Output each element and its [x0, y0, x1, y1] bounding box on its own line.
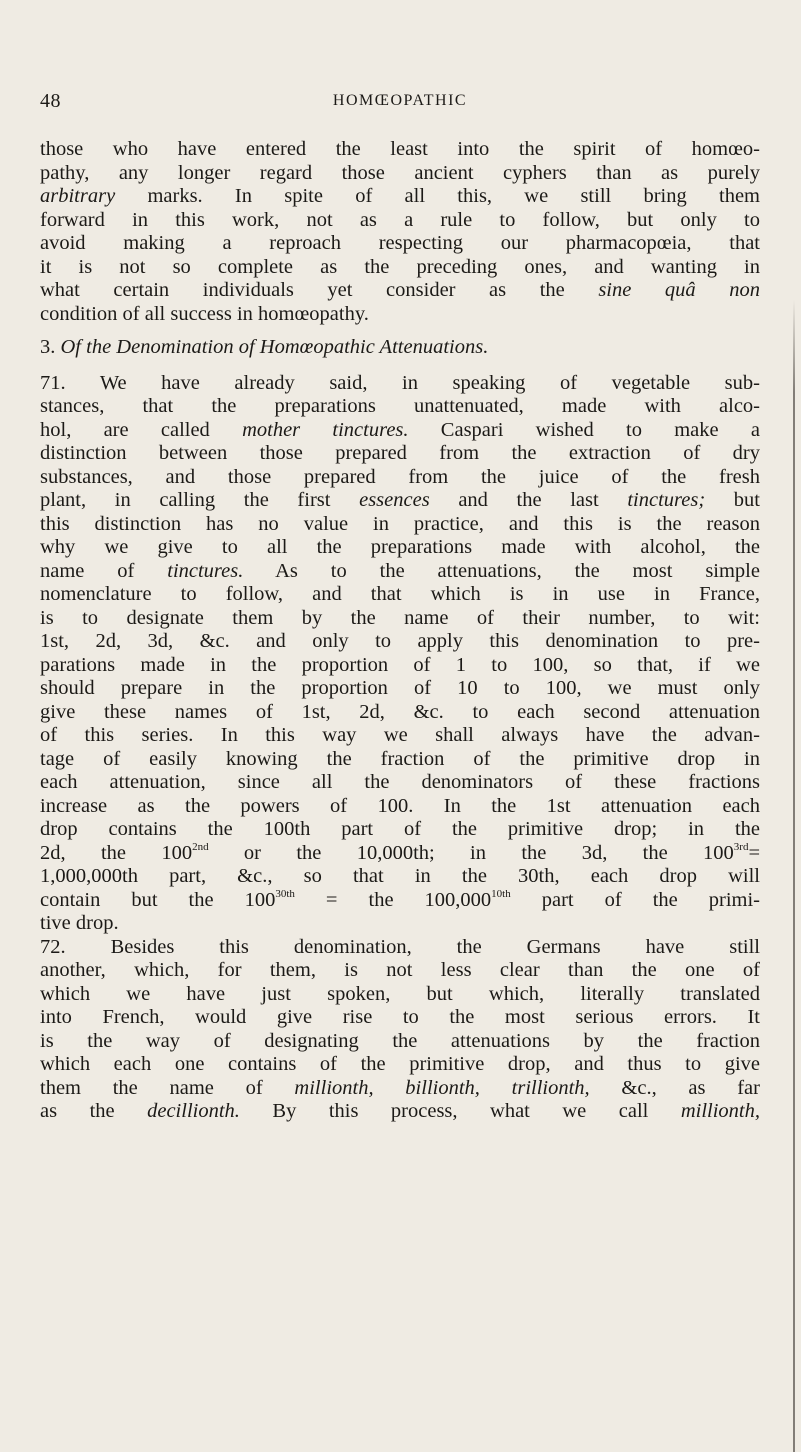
italic-term: arbitrary: [40, 185, 116, 207]
text-line: into French, would give rise to the most serious errors. It: [40, 1006, 760, 1028]
text-line: this distinction has no value in practice, and this is the reason: [40, 512, 760, 535]
text-line: substances, and those prepared from the juice of the fresh: [40, 465, 760, 488]
text-line: another, which, for them, is not less clear than the one of: [40, 959, 760, 981]
text-line: avoid making a reproach respecting our pharmacopœia, that: [40, 232, 760, 254]
text-line: 1,000,000th part, &c., so that in the 30th, each drop will: [40, 865, 760, 887]
text-line: name of tinctures. As to the attenuations, the most simple: [40, 559, 760, 582]
paragraph-72: [40, 936, 760, 1124]
text-line: them the name of millionth, billionth, trillionth, &c., as far: [40, 1076, 760, 1099]
section-title: Of the Denomination of Homœopathic Attenuations.: [60, 336, 489, 358]
text-line: 2d, the $100^{2nd}$ or the 10,000th; in the 3d, the $100^{3rd}=$: [40, 840, 761, 864]
section-number: 3.: [40, 336, 56, 358]
text-line: increase as the powers of 100. In the 1st attenuation each: [40, 794, 760, 817]
text-line: 72. Besides this denomination, the Germans have still: [40, 935, 760, 958]
superscript: 30th: [275, 887, 295, 900]
superscript: 3rd: [733, 840, 749, 853]
paragraph-71: [40, 372, 760, 936]
text-line: forward in this work, not as a rule to follow, but only to: [40, 208, 760, 231]
text-line: hol, are called mother tinctures. Caspari wished to make a: [40, 418, 760, 441]
text-line: drop contains the 100th part of the primitive drop; in the: [40, 818, 760, 840]
text-line: tage of easily knowing the fraction of the primitive drop in: [40, 747, 760, 770]
text-line: what certain individuals yet consider as the sine quâ non: [40, 279, 760, 301]
superscript: 10th: [491, 887, 511, 900]
text-line: why we give to all the preparations made with alcohol, the: [40, 536, 760, 558]
text-line: those who have entered the least into the spirit of homœo-: [40, 138, 760, 160]
superscript: 2nd: [192, 840, 209, 853]
paragraph-continuation: [40, 138, 760, 326]
text-line: stances, that the preparations unattenuated, made with alco-: [40, 395, 760, 417]
text-line: tive drop.: [40, 912, 119, 934]
text-line: which each one contains of the primitive drop, and thus to give: [40, 1053, 760, 1075]
text-line: 71. We have already said, in speaking of vegetable sub-: [40, 371, 760, 394]
text-line: should prepare in the proportion of 10 to 100, we must only: [40, 677, 760, 699]
body-text: [40, 138, 760, 1124]
page-number: 48: [40, 90, 61, 112]
text-line: as the decillionth. By this process, what we call millionth,: [40, 1100, 760, 1122]
text-line: give these names of 1st, 2d, &c. to each second attenuation: [40, 700, 760, 723]
text-line: which we have just spoken, but which, literally translated: [40, 982, 760, 1005]
page-edge-shadow: [793, 300, 795, 1452]
italic-term: millionth,: [680, 1100, 760, 1122]
running-head: HOMŒOPATHIC: [332, 92, 468, 109]
italic-term: millionth, billionth, trillionth,: [294, 1076, 590, 1099]
text-line: contain but the $100^{30th}$ = the $100,000^{10th}$ part of the primi-: [40, 887, 760, 911]
text-line: each attenuation, since all the denominators of these fractions: [40, 771, 760, 793]
text-line: condition of all success in homœopathy.: [40, 302, 369, 325]
italic-term: decillionth.: [147, 1100, 240, 1122]
text-line: of this series. In this way we shall always have the advan-: [40, 724, 760, 746]
text-line: distinction between those prepared from the extraction of dry: [40, 442, 760, 464]
text-line: pathy, any longer regard those ancient cyphers than as purely: [40, 161, 760, 184]
italic-term: mother tinctures.: [242, 418, 409, 441]
italic-term: tinctures;: [627, 489, 706, 511]
text-line: it is not so complete as the preceding ones, and wanting in: [40, 255, 760, 278]
text-line: nomenclature to follow, and that which is in use in France,: [40, 583, 760, 605]
page-header: [40, 90, 760, 114]
italic-term: sine quâ non: [598, 279, 760, 301]
text-line: plant, in calling the first essences and the last tinctures; but: [40, 489, 760, 511]
text-line: parations made in the proportion of 1 to 100, so that, if we: [40, 653, 760, 676]
section-heading: [40, 336, 760, 360]
text-line: arbitrary marks. In spite of all this, we still bring them: [40, 185, 760, 207]
italic-term: tinctures.: [167, 559, 244, 582]
text-line: 1st, 2d, 3d, &c. and only to apply this denomination to pre-: [40, 630, 760, 652]
text-line: is the way of designating the attenuations by the fraction: [40, 1029, 760, 1052]
italic-term: essences: [359, 489, 430, 511]
text-line: is to designate them by the name of their number, to wit:: [40, 606, 760, 629]
